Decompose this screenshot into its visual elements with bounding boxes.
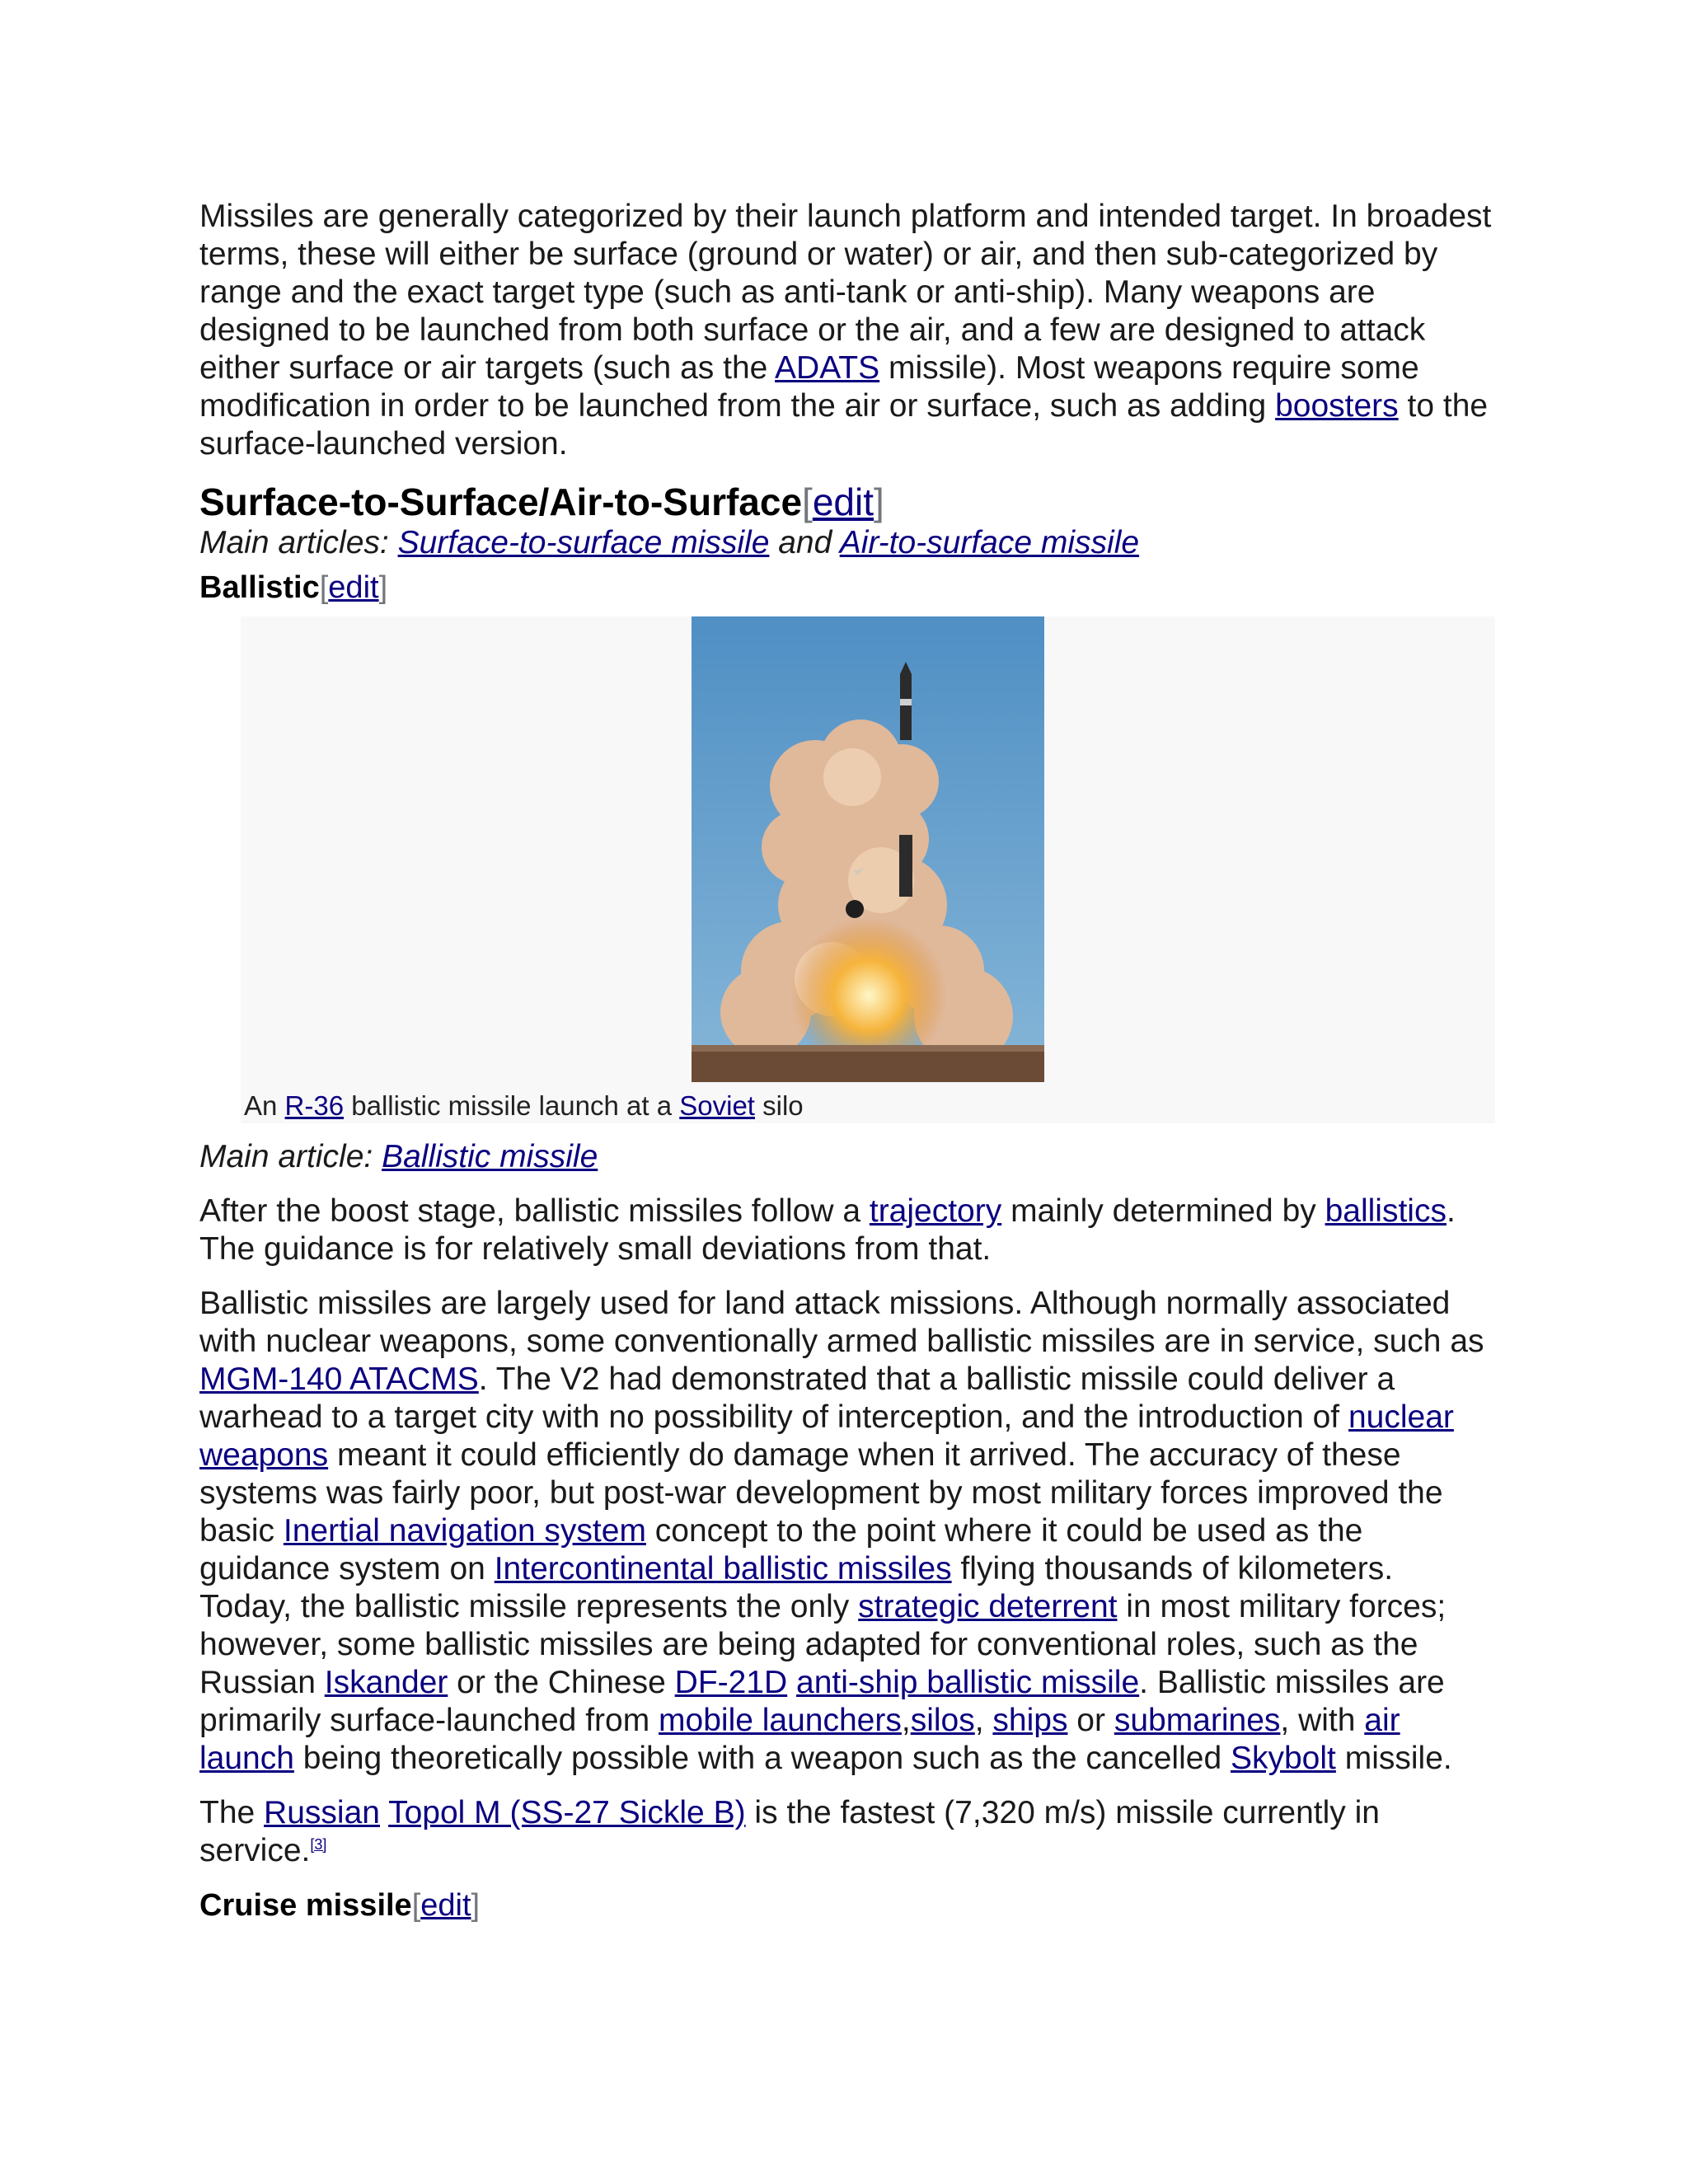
intro-paragraph <box>199 198 1493 463</box>
ballistic-paragraph-1 <box>199 1193 1493 1268</box>
edit-bracket-open: [ <box>411 1888 421 1923</box>
figure-caption <box>244 1090 804 1122</box>
link-ballistic-missile[interactable]: Ballistic missile <box>382 1139 598 1174</box>
text: . The V2 had demonstrated that a ballistic missile could deliver a warhead to a target city with no possibility of interception, and the introduction of <box>199 1361 1395 1435</box>
caption-text: ballistic missile launch at a <box>344 1090 680 1121</box>
text: mainly determined by <box>1001 1193 1325 1229</box>
section-heading-surface <box>199 480 1493 524</box>
text: or the Chinese <box>448 1665 675 1700</box>
hatnote-prefix: Main articles: <box>199 525 398 560</box>
link-skybolt[interactable]: Skybolt <box>1230 1741 1336 1776</box>
text: The <box>199 1795 265 1830</box>
ballistic-paragraph-2 <box>199 1285 1493 1778</box>
edit-bracket-close: ] <box>378 570 388 605</box>
link-adats[interactable]: ADATS <box>775 350 880 386</box>
hatnote-main-article <box>199 1138 1493 1176</box>
link-silos[interactable]: silos <box>910 1703 975 1738</box>
text <box>380 1795 388 1830</box>
text: missile). Most weapons require some modification in order to be launched from the air or surface, such as adding <box>199 350 1419 424</box>
ballistic-paragraph-3 <box>199 1794 1493 1870</box>
text: Ballistic missiles are largely used for land attack missions. Although normally associated with nuclear weapons, some conventionally armed ballistic missiles are in service, such as <box>199 1286 1484 1359</box>
missile-launch-illustration <box>692 616 1044 1082</box>
text: , with <box>1280 1703 1365 1738</box>
figure-r36-launch <box>241 616 1495 1123</box>
link-trajectory[interactable]: trajectory <box>869 1193 1002 1229</box>
caption-text: silo <box>754 1090 804 1121</box>
text: missile. <box>1335 1741 1452 1776</box>
link-r36[interactable]: R-36 <box>284 1090 345 1121</box>
text: being theoretically possible with a weapon such as the cancelled <box>293 1741 1231 1776</box>
link-ships[interactable]: ships <box>992 1703 1068 1738</box>
edit-bracket-open: [ <box>319 570 329 605</box>
text: Missiles are generally categorized by their launch platform and intended target. In broadest terms, these will either be surface (ground or water) or air, and then sub-categorized by range and the exact target type (such as anti-tank or anti-ship). Many weapons are designed to be launched from both surface or the air, and a few are designed to attack either surface or air targets (such as the <box>199 199 1492 386</box>
text: flying thousands of kilometers. Today, the ballistic missile represents the only <box>199 1551 1394 1624</box>
text: , <box>974 1703 993 1738</box>
link-boosters[interactable]: boosters <box>1275 388 1399 424</box>
link-inertial-navigation-system[interactable]: Inertial navigation system <box>283 1513 646 1549</box>
link-anti-ship-ballistic-missile[interactable]: anti-ship ballistic missile <box>796 1665 1140 1700</box>
edit-bracket-close: ] <box>471 1888 481 1923</box>
edit-link[interactable]: edit <box>420 1888 471 1923</box>
text: is the fastest (7,320 m/s) missile currently in service. <box>199 1795 1380 1868</box>
link-topol-m[interactable]: Topol M (SS-27 Sickle B) <box>388 1795 746 1830</box>
edit-link[interactable]: edit <box>328 570 379 605</box>
missile-launch-photo[interactable] <box>692 616 1044 1082</box>
link-intercontinental-ballistic-missiles[interactable]: Intercontinental ballistic missiles <box>494 1551 952 1586</box>
reference-link-3[interactable]: [3] <box>310 1836 327 1853</box>
link-soviet[interactable]: Soviet <box>679 1090 755 1121</box>
heading-text: Surface-to-Surface/Air-to-Surface <box>199 480 803 523</box>
edit-bracket-close: ] <box>874 480 884 523</box>
text: or <box>1067 1703 1114 1738</box>
subsection-heading-ballistic <box>199 567 1493 608</box>
text: concept to the point where it could be used as the guidance system on <box>199 1513 1363 1586</box>
link-submarines[interactable]: submarines <box>1114 1703 1281 1738</box>
text: . The guidance is for relatively small deviations from that. <box>199 1193 1456 1267</box>
link-surface-to-surface-missile[interactable]: Surface-to-surface missile <box>397 525 770 560</box>
hatnote-mid: and <box>769 525 840 560</box>
heading-text: Cruise missile <box>199 1888 412 1923</box>
caption-text: An <box>244 1090 285 1121</box>
heading-text: Ballistic <box>199 570 320 605</box>
edit-link[interactable]: edit <box>812 480 874 523</box>
link-strategic-deterrent[interactable]: strategic deterrent <box>858 1589 1118 1624</box>
link-mobile-launchers[interactable]: mobile launchers <box>659 1703 902 1738</box>
link-df-21d[interactable]: DF-21D <box>674 1665 788 1700</box>
link-air-to-surface-missile[interactable]: Air-to-surface missile <box>839 525 1140 560</box>
text: in most military forces; however, some ballistic missiles are being adapted for conventional roles, such as the Russian <box>199 1589 1447 1700</box>
link-nuclear-weapons[interactable]: nuclear weapons <box>199 1399 1454 1473</box>
text: to the surface-launched version. <box>199 388 1489 462</box>
text: meant it could efficiently do damage when it arrived. The accuracy of these systems was fairly poor, but post-war development by most military forces improved the basic <box>199 1437 1443 1549</box>
link-iskander[interactable]: Iskander <box>324 1665 448 1700</box>
link-russian[interactable]: Russian <box>264 1795 380 1830</box>
hatnote-prefix: Main article: <box>199 1139 382 1174</box>
text: , <box>901 1703 911 1738</box>
article-body <box>199 198 1493 1926</box>
text: After the boost stage, ballistic missiles follow a <box>199 1193 870 1229</box>
link-ballistics[interactable]: ballistics <box>1325 1193 1447 1229</box>
edit-bracket-open: [ <box>802 480 813 523</box>
subsection-heading-cruise <box>199 1885 1493 1926</box>
hatnote-main-articles <box>199 524 1493 562</box>
text <box>787 1665 796 1700</box>
text: . Ballistic missiles are primarily surface-launched from <box>199 1665 1445 1738</box>
link-air-launch[interactable]: air launch <box>199 1703 1400 1776</box>
link-mgm-140-atacms[interactable]: MGM-140 ATACMS <box>199 1361 479 1397</box>
